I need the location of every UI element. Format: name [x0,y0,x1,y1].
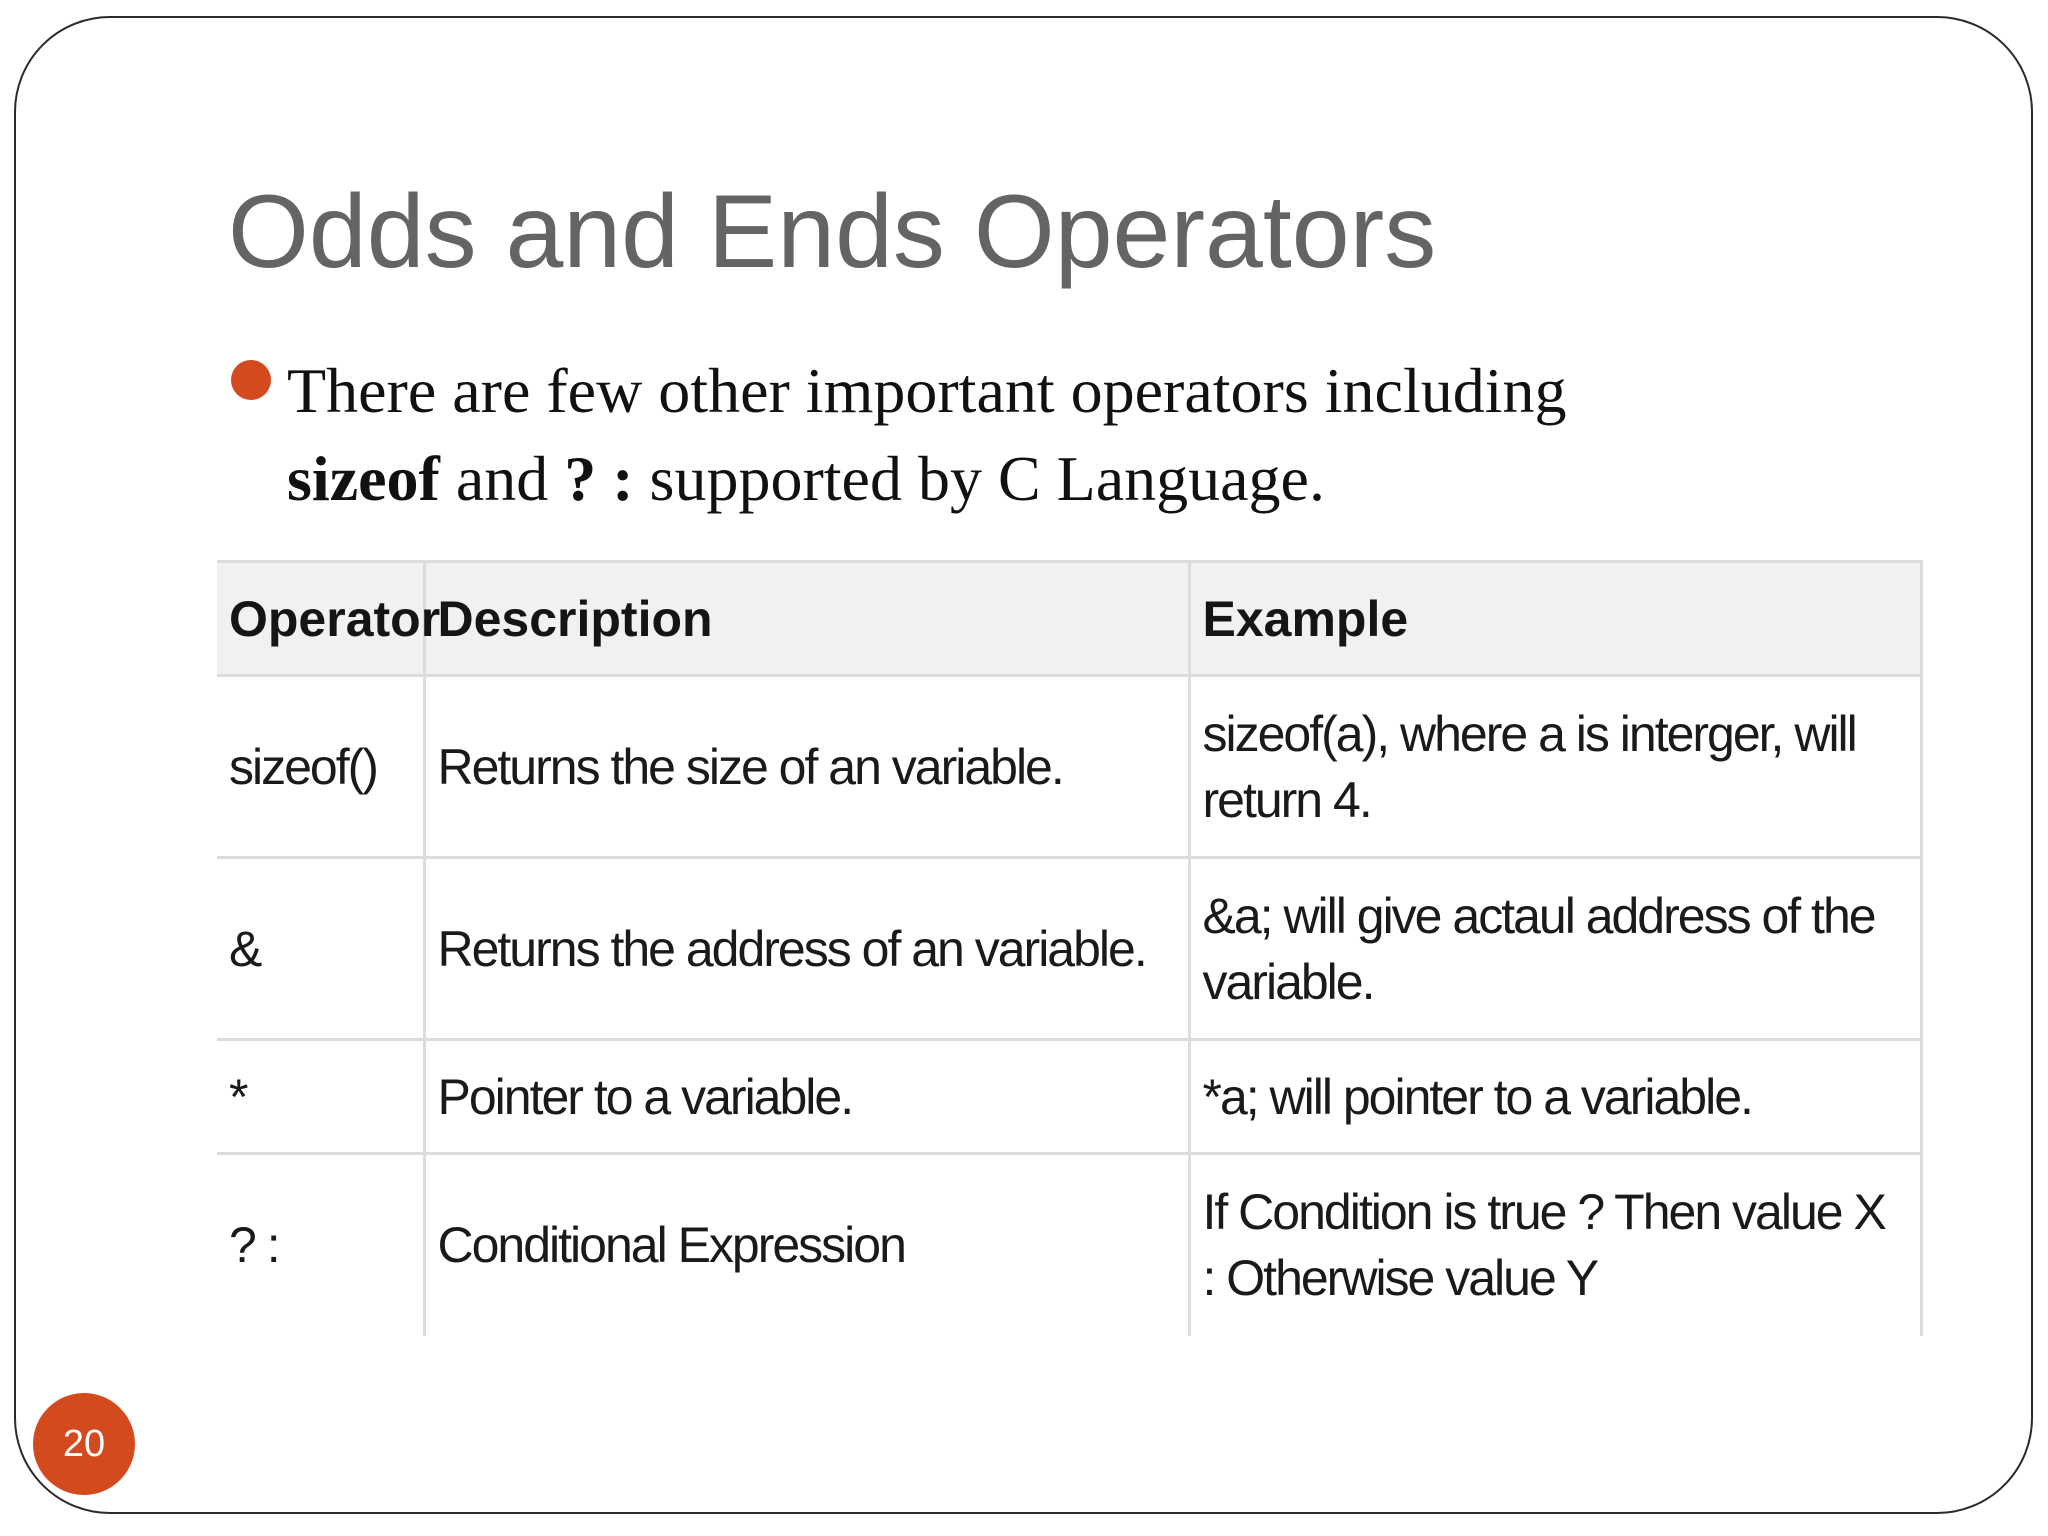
header-operator: Operator [217,562,424,676]
cell-operator: & [217,858,424,1040]
cell-example: sizeof(a), where a is interger, will return 4. [1189,676,1921,858]
cell-operator: * [217,1040,424,1154]
table-row [217,1040,1921,1154]
slide-title: Odds and Ends Operators [228,174,1437,290]
bullet-keyword-sizeof: sizeof [287,443,440,514]
bullet-text-part1: There are few other important operators including [287,355,1567,426]
cell-operator: sizeof() [217,676,424,858]
cell-example: If Condition is true ? Then value X : Otherwise value Y [1189,1154,1921,1336]
bullet-text-part3: supported by C Language. [633,443,1325,514]
cell-example: *a; will pointer to a variable. [1189,1040,1921,1154]
table-row [217,858,1921,1040]
page-number-badge: 20 [33,1393,135,1495]
cell-description: Returns the address of an variable. [424,858,1189,1040]
table-row [217,1154,1921,1336]
bullet-text-part2: and [439,443,565,514]
header-example: Example [1189,562,1921,676]
header-description: Description [424,562,1189,676]
table-row [217,676,1921,858]
cell-example: &a; will give actaul address of the variable. [1189,858,1921,1040]
bullet-keyword-ternary: ? : [564,443,634,514]
bullet-text [287,347,1707,523]
cell-operator: ? : [217,1154,424,1336]
cell-description: Returns the size of an variable. [424,676,1189,858]
bullet-dot-icon [231,360,271,400]
operators-table [217,560,1923,1336]
cell-description: Pointer to a variable. [424,1040,1189,1154]
table-header-row [217,562,1921,676]
cell-description: Conditional Expression [424,1154,1189,1336]
